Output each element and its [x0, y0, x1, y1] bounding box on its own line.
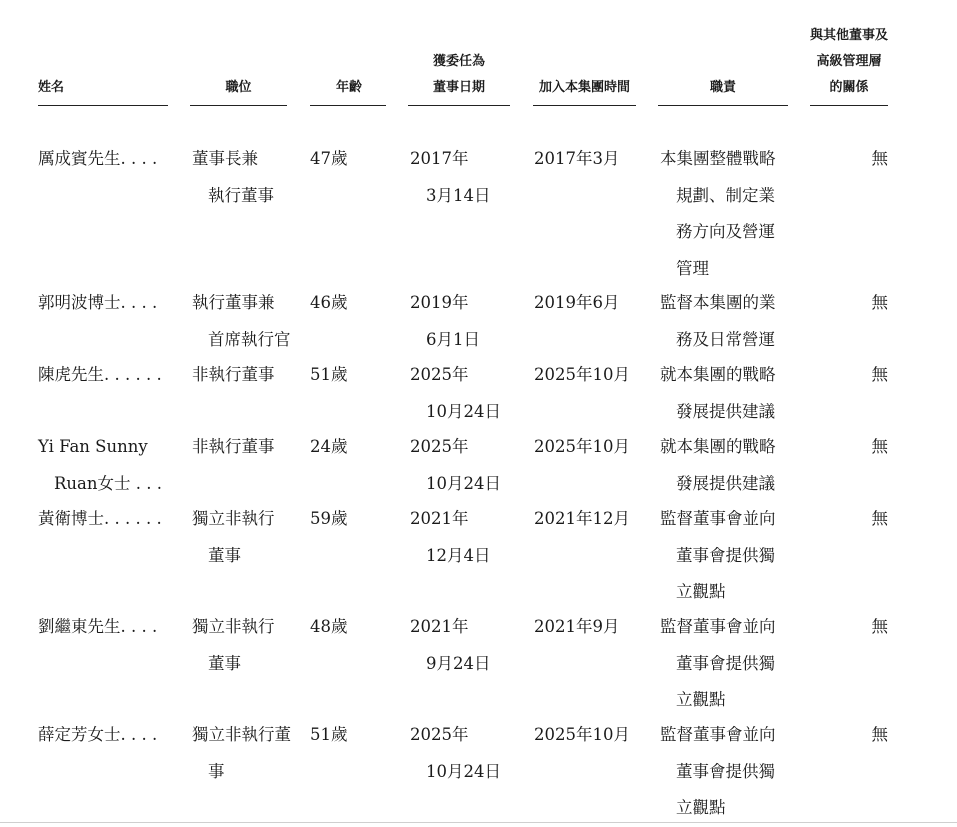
cell-relationship: 無 — [871, 365, 888, 384]
cell-name: 陳虎先生. . . . . . — [38, 365, 162, 384]
cell-appointed: 2025年 10月24日 — [410, 725, 501, 781]
cell-appointed: 2019年 6月1日 — [410, 293, 480, 349]
cell-duties: 監督董事會並向 董事會提供獨 立觀點 — [660, 509, 776, 601]
header-joined: 加入本集團時間 — [533, 75, 636, 106]
cell-name: 薛定芳女士. . . . — [38, 725, 158, 744]
cell-relationship: 無 — [871, 293, 888, 312]
cell-position: 執行董事兼 首席執行官 — [192, 293, 291, 349]
cell-age: 47歲 — [310, 149, 348, 168]
cell-age: 51歲 — [310, 725, 348, 744]
cell-appointed: 2025年 10月24日 — [410, 437, 501, 493]
cell-age: 46歲 — [310, 293, 348, 312]
cell-appointed: 2025年 10月24日 — [410, 365, 501, 421]
cell-joined: 2019年6月 — [534, 293, 620, 312]
cell-relationship: 無 — [871, 149, 888, 168]
cell-position: 非執行董事 — [192, 365, 275, 384]
cell-relationship: 無 — [871, 725, 888, 744]
cell-duties: 監督本集團的業 務及日常營運 — [660, 293, 776, 349]
cell-appointed: 2021年 12月4日 — [410, 509, 491, 565]
page-bottom-rule — [0, 822, 957, 823]
cell-name: Yi Fan Sunny Ruan女士 . . . — [38, 437, 162, 493]
header-duties: 職責 — [658, 75, 788, 106]
header-relationship: 與其他董事及 高級管理層 的關係 — [810, 23, 888, 106]
header-position: 職位 — [190, 75, 287, 106]
cell-duties: 本集團整體戰略 規劃、制定業 務方向及營運 管理 — [660, 149, 776, 278]
cell-age: 51歲 — [310, 365, 348, 384]
cell-duties: 監督董事會並向 董事會提供獨 立觀點 — [660, 725, 776, 817]
cell-position: 獨立非執行董 事 — [192, 725, 291, 781]
header-age: 年齡 — [310, 75, 386, 106]
cell-joined: 2025年10月 — [534, 725, 630, 744]
cell-relationship: 無 — [871, 509, 888, 528]
cell-position: 獨立非執行 董事 — [192, 509, 275, 565]
cell-name: 劉繼東先生. . . . — [38, 617, 158, 636]
cell-name: 郭明波博士. . . . — [38, 293, 158, 312]
cell-relationship: 無 — [871, 617, 888, 636]
cell-relationship: 無 — [871, 437, 888, 456]
cell-duties: 就本集團的戰略 發展提供建議 — [660, 365, 776, 421]
cell-appointed: 2021年 9月24日 — [410, 617, 491, 673]
cell-name: 黃衛博士. . . . . . — [38, 509, 162, 528]
cell-joined: 2025年10月 — [534, 365, 630, 384]
cell-joined: 2021年12月 — [534, 509, 630, 528]
cell-duties: 監督董事會並向 董事會提供獨 立觀點 — [660, 617, 776, 709]
cell-joined: 2017年3月 — [534, 149, 620, 168]
cell-age: 24歲 — [310, 437, 348, 456]
cell-appointed: 2017年 3月14日 — [410, 149, 491, 205]
cell-position: 非執行董事 — [192, 437, 275, 456]
header-appointed: 獲委任為 董事日期 — [408, 49, 510, 106]
header-name: 姓名 — [38, 75, 168, 106]
cell-joined: 2021年9月 — [534, 617, 620, 636]
cell-position: 董事長兼 執行董事 — [192, 149, 274, 205]
cell-position: 獨立非執行 董事 — [192, 617, 275, 673]
cell-duties: 就本集團的戰略 發展提供建議 — [660, 437, 776, 493]
cell-age: 59歲 — [310, 509, 348, 528]
cell-age: 48歲 — [310, 617, 348, 636]
cell-joined: 2025年10月 — [534, 437, 630, 456]
cell-name: 厲成賓先生. . . . — [38, 149, 158, 168]
